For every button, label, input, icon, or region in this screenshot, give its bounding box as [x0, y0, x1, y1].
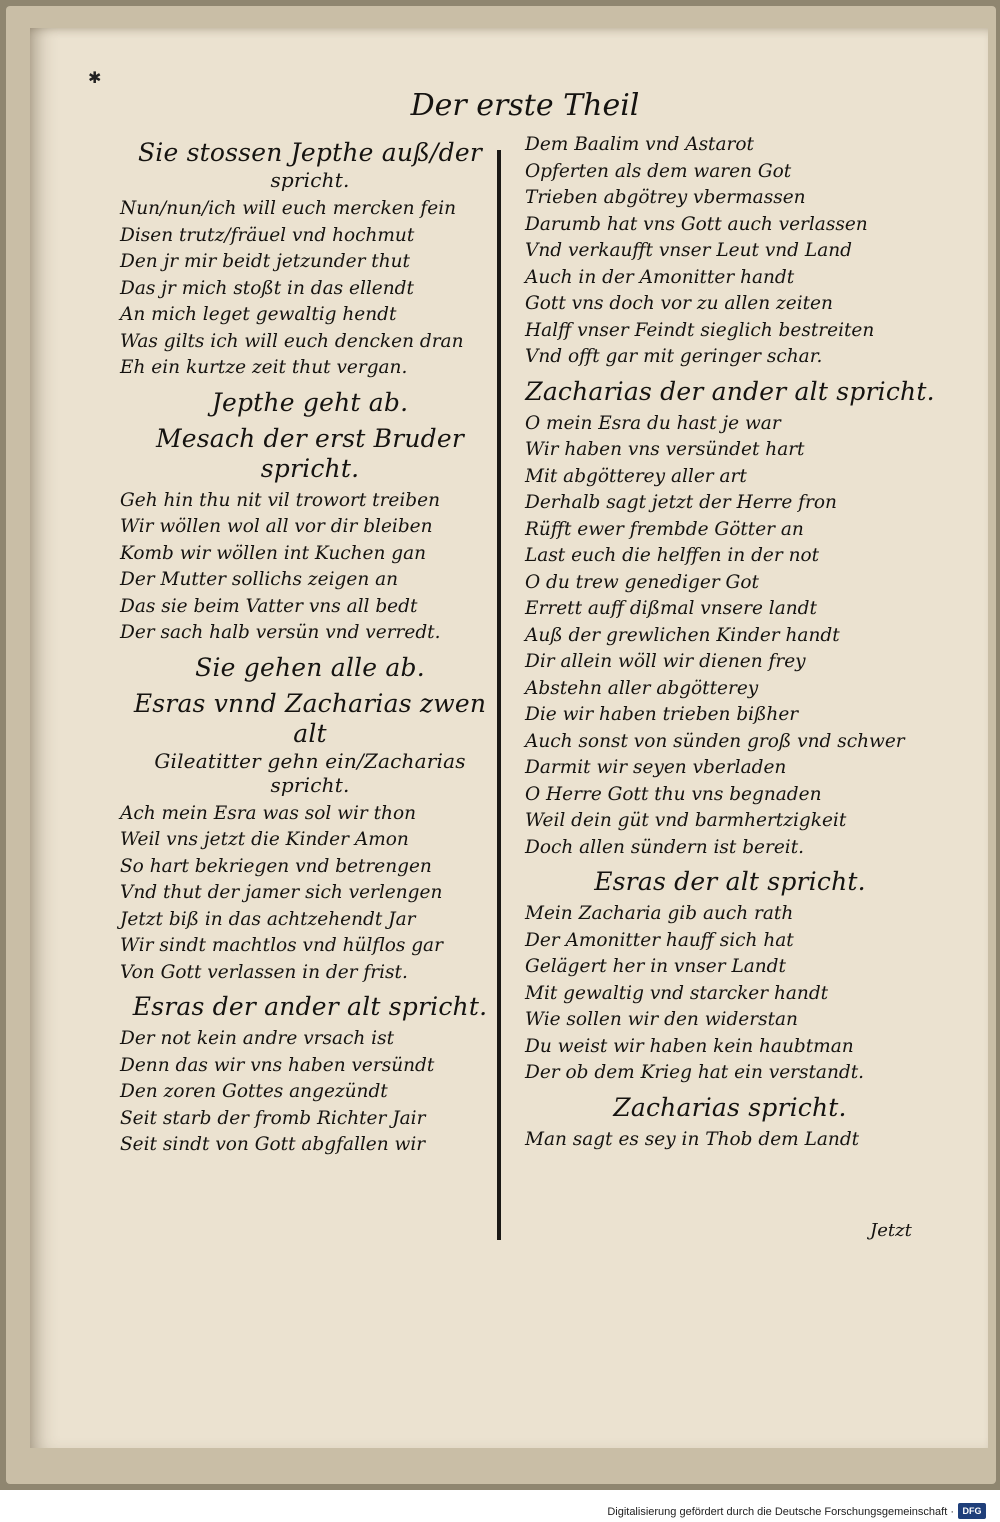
- verse-line: Vnd thut der jamer sich verlengen: [120, 882, 443, 903]
- footer-credit: Digitalisierung gefördert durch die Deutsche Forschungsgemeinschaft ·: [607, 1506, 954, 1518]
- verse-line: Komb wir wöllen int Kuchen gan: [120, 542, 427, 564]
- speaker-heading-text: Esras der ander alt spricht.: [132, 992, 488, 1021]
- verse-line: Man sagt es sey in Thob dem Landt: [525, 1128, 860, 1150]
- verse-line: Was gilts ich will euch dencken dran: [120, 330, 464, 352]
- verse-line: Das jr mich stoßt in das ellendt: [120, 277, 414, 299]
- speaker-heading: [120, 653, 500, 683]
- running-head: Der erste Theil: [410, 88, 640, 123]
- verse-line: Ach mein Esra was sol wir thon: [120, 802, 417, 824]
- speaker-heading-text: Zacharias spricht.: [613, 1092, 847, 1122]
- right-column: [525, 132, 935, 1153]
- verse-line: Den jr mir beidt jetzunder thut: [120, 251, 410, 272]
- verse-line: Halff vnser Feindt sieglich bestreiten: [525, 319, 875, 341]
- verse-line: Nun/nun/ich will euch mercken fein: [120, 198, 457, 219]
- speaker-heading: [120, 689, 500, 797]
- verse-line: Seit starb der fromb Richter Jair: [120, 1107, 426, 1129]
- verse-line: Auß der grewlichen Kinder handt: [525, 624, 840, 646]
- verse-line: Derhalb sagt jetzt der Herre fron: [525, 492, 837, 513]
- verse-line: Vnd offt gar mit geringer schar.: [525, 346, 823, 367]
- verse-line: Der ob dem Krieg hat ein verstandt.: [525, 1062, 865, 1083]
- dfg-logo-icon: DFG: [958, 1503, 986, 1519]
- speaker-heading: [120, 388, 500, 418]
- verse-line: O Herre Gott thu vns begnaden: [525, 783, 822, 805]
- verse-line: Auch sonst von sünden groß vnd schwer: [525, 730, 905, 752]
- verse-line: Dir allein wöll wir dienen frey: [525, 651, 806, 672]
- verse-line: So hart bekriegen vnd betrengen: [120, 855, 432, 877]
- speaker-heading: [120, 138, 500, 192]
- verse-line: Errett auff dißmal vnsere landt: [525, 598, 817, 619]
- verse-line: Trieben abgötrey vbermassen: [525, 187, 806, 208]
- verse-line: Mit abgötterey aller art: [525, 465, 747, 487]
- verse-line: Du weist wir haben kein haubtman: [525, 1035, 854, 1057]
- speaker-heading-text: Esras der alt spricht.: [594, 867, 866, 896]
- verse-line: Darumb hat vns Gott auch verlassen: [525, 213, 868, 235]
- column-rule: [497, 150, 501, 1240]
- speaker-heading-text: Esras vnnd Zacharias zwen alt: [133, 688, 487, 748]
- verse-line: Das sie beim Vatter vns all bedt: [120, 595, 418, 617]
- verse-line: O du trew genediger Got: [525, 571, 759, 593]
- verse-line: Wir haben vns versündet hart: [525, 439, 805, 460]
- verse-line: Gott vns doch vor zu allen zeiten: [525, 293, 833, 314]
- verse-line: Den zoren Gottes angezündt: [120, 1081, 388, 1102]
- speaker-heading: [525, 867, 935, 897]
- verse-line: Opferten als dem waren Got: [525, 160, 792, 182]
- verse-line: Die wir haben trieben bißher: [525, 704, 799, 725]
- verse-line: Auch in der Amonitter handt: [525, 266, 795, 288]
- verse-line: Weil vns jetzt die Kinder Amon: [120, 829, 409, 850]
- catchword: Jetzt: [870, 1220, 912, 1241]
- verse-line: Dem Baalim vnd Astarot: [525, 134, 754, 155]
- speaker-heading: [525, 1093, 935, 1123]
- verse-line: Der Amonitter hauff sich hat: [525, 929, 794, 951]
- printer-mark-icon: ✱: [88, 68, 102, 87]
- verse-line: Von Gott verlassen in der frist.: [120, 961, 408, 983]
- verse-line: Disen trutz/fräuel vnd hochmut: [120, 224, 415, 246]
- speaker-heading: [120, 992, 500, 1022]
- speaker-heading-text: Mesach der erst Bruder spricht.: [155, 423, 464, 483]
- verse-line: O mein Esra du hast je war: [525, 412, 781, 434]
- verse-line: Geh hin thu nit vil trowort treiben: [120, 489, 441, 511]
- speaker-heading: [120, 424, 500, 484]
- speaker-heading-text: Jepthe geht ab.: [211, 387, 409, 417]
- verse-line: Vnd verkaufft vnser Leut vnd Land: [525, 240, 852, 261]
- verse-line: Der sach halb versün vnd verredt.: [120, 622, 441, 643]
- speaker-heading-text: Sie gehen alle ab.: [195, 652, 425, 682]
- left-column: [120, 132, 500, 1159]
- verse-line: Wir sindt machtlos vnd hülflos gar: [120, 935, 443, 956]
- verse-line: Gelägert her in vnser Landt: [525, 956, 786, 977]
- speaker-heading-sub: spricht.: [270, 168, 350, 192]
- verse-line: Rüfft ewer frembde Götter an: [525, 518, 804, 540]
- verse-line: Abstehn aller abgötterey: [525, 677, 759, 699]
- verse-line: Der Mutter sollichs zeigen an: [120, 569, 399, 590]
- verse-line: Mit gewaltig vnd starcker handt: [525, 982, 829, 1004]
- verse-line: Eh ein kurtze zeit thut vergan.: [120, 357, 408, 378]
- speaker-heading: [525, 377, 935, 407]
- verse-line: Wir wöllen wol all vor dir bleiben: [120, 516, 433, 537]
- verse-line: Doch allen sündern ist bereit.: [525, 836, 805, 858]
- verse-line: Darmit wir seyen vberladen: [525, 757, 787, 778]
- verse-line: Weil dein güt vnd barmhertzigkeit: [525, 810, 847, 831]
- speaker-heading-text: Sie stossen Jepthe auß/der: [137, 138, 483, 167]
- verse-line: An mich leget gewaltig hendt: [120, 304, 397, 325]
- verse-line: Wie sollen wir den widerstan: [525, 1009, 798, 1030]
- verse-line: Mein Zacharia gib auch rath: [525, 903, 794, 924]
- speaker-heading-text: Zacharias der ander alt spricht.: [525, 376, 935, 406]
- verse-line: Jetzt biß in das achtzehendt Jar: [120, 908, 416, 930]
- speaker-heading-sub: Gileatitter gehn ein/Zacharias spricht.: [154, 748, 466, 797]
- verse-line: Der not kein andre vrsach ist: [120, 1028, 395, 1049]
- verse-line: Denn das wir vns haben versündt: [120, 1054, 435, 1076]
- verse-line: Last euch die helffen in der not: [525, 545, 820, 566]
- verse-line: Seit sindt von Gott abgfallen wir: [120, 1134, 426, 1155]
